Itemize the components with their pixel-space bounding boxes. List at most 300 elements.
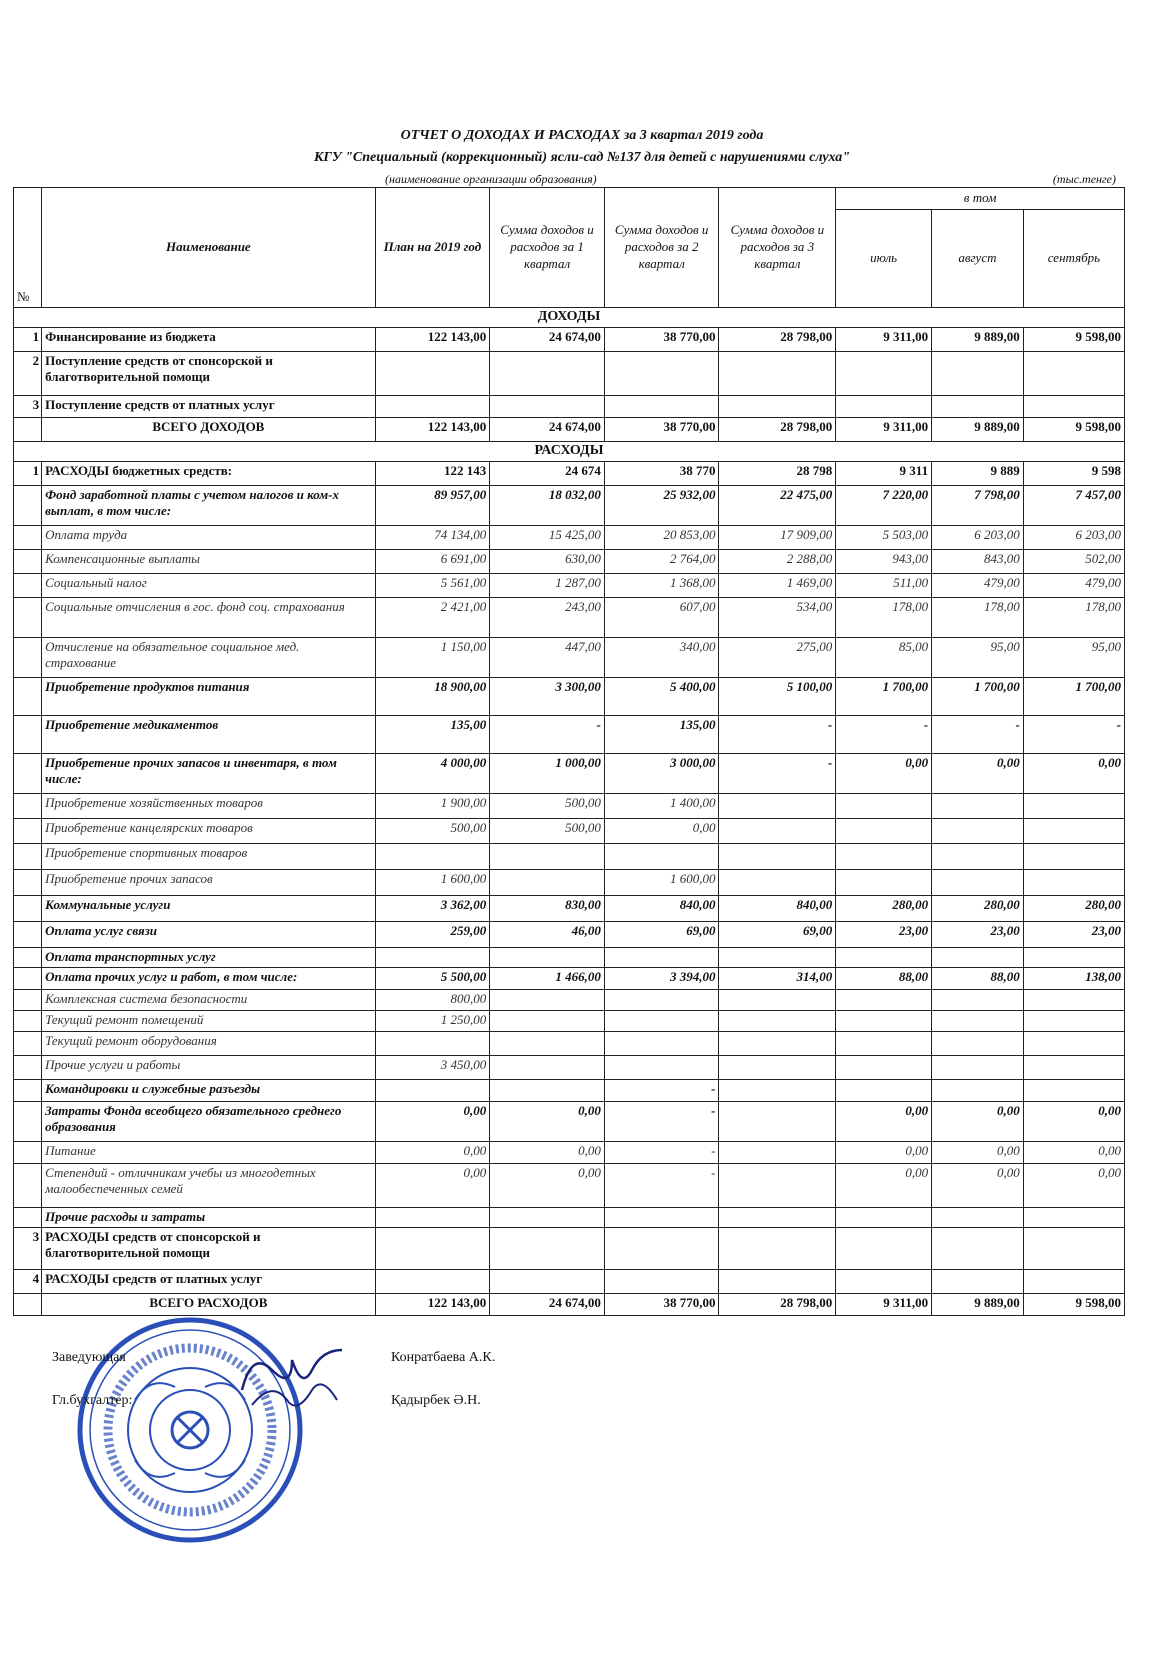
row-number [14,550,42,574]
row-value [1023,1056,1124,1080]
row-value [932,1056,1024,1080]
row-value [836,1208,932,1228]
row-value: 259,00 [375,922,490,948]
row-name: Компенсационные выплаты [42,550,375,574]
row-value [719,1011,836,1032]
row-value [719,1102,836,1142]
row-value [604,352,719,396]
row-value: 3 300,00 [490,678,605,716]
row-value [932,794,1024,819]
table-row [14,819,1125,844]
row-number [14,486,42,526]
head-name: Конратбаева А.К. [391,1350,496,1365]
row-value: 502,00 [1023,550,1124,574]
row-value [932,844,1024,870]
row-value [375,1270,490,1294]
accountant-name: Қадырбек Ә.Н. [391,1393,481,1408]
row-value [719,794,836,819]
row-number [14,526,42,550]
row-value: 800,00 [375,990,490,1011]
row-number [14,1142,42,1164]
row-value: 85,00 [836,638,932,678]
row-value [490,1208,605,1228]
row-value [836,1032,932,1056]
row-name: Оплата транспортных услуг [42,948,375,968]
total-label: ВСЕГО ДОХОДОВ [42,418,375,442]
total-value: 9 889,00 [932,418,1024,442]
row-value: 5 503,00 [836,526,932,550]
row-value: 1 600,00 [604,870,719,896]
row-value [1023,1270,1124,1294]
row-value: - [932,716,1024,754]
row-value [719,844,836,870]
row-value [719,1228,836,1270]
row-value: 9 889,00 [932,328,1024,352]
row-name: Командировки и служебные разъезды [42,1080,375,1102]
row-value: 95,00 [1023,638,1124,678]
row-number: 3 [14,1228,42,1270]
row-value [375,844,490,870]
row-value: 5 561,00 [375,574,490,598]
row-value: 89 957,00 [375,486,490,526]
row-value: 0,00 [836,1142,932,1164]
row-value [836,819,932,844]
row-value: 28 798 [719,462,836,486]
row-value: 1 400,00 [604,794,719,819]
row-value [932,819,1024,844]
row-value [375,352,490,396]
row-name: Социальные отчисления в гос. фонд соц. страхования [42,598,375,638]
table-row [14,948,1125,968]
row-value: 69,00 [604,922,719,948]
table-row [14,1056,1125,1080]
row-value: 3 000,00 [604,754,719,794]
total-value: 9 598,00 [1023,1294,1124,1316]
report-title: ОТЧЕТ О ДОХОДАХ И РАСХОДАХ за 3 квартал 2019 года [400,128,764,143]
row-value: 1 900,00 [375,794,490,819]
row-number [14,819,42,844]
row-value: 9 598,00 [1023,328,1124,352]
row-name: Социальный налог [42,574,375,598]
row-value [490,870,605,896]
row-value: 18 900,00 [375,678,490,716]
total-row [14,418,1125,442]
total-value: 38 770,00 [604,1294,719,1316]
row-value: 0,00 [490,1102,605,1142]
row-number [14,754,42,794]
row-value [836,948,932,968]
row-name: Затраты Фонда всеобщего обязательного среднего образования [42,1102,375,1142]
row-value: 138,00 [1023,968,1124,990]
row-value: 447,00 [490,638,605,678]
row-value: 28 798,00 [719,328,836,352]
table-row [14,526,1125,550]
table-row [14,598,1125,638]
row-number [14,598,42,638]
row-value: 0,00 [932,1164,1024,1208]
table-row [14,870,1125,896]
row-value: 18 032,00 [490,486,605,526]
table-row [14,968,1125,990]
total-value: 24 674,00 [490,418,605,442]
table-row [14,1270,1125,1294]
row-value [1023,1208,1124,1228]
organization-name: КГУ "Специальный (коррекционный) ясли-сад №137 для детей с нарушениями слуха" [313,150,851,165]
row-value [1023,870,1124,896]
row-value: 178,00 [1023,598,1124,638]
total-value: 9 311,00 [836,1294,932,1316]
row-number [14,1011,42,1032]
row-value [719,396,836,418]
row-value: 630,00 [490,550,605,574]
row-value: 74 134,00 [375,526,490,550]
row-value [719,870,836,896]
report-table [13,187,1125,1316]
table-row [14,462,1125,486]
header-july: июль [836,210,932,308]
row-name: РАСХОДЫ средств от платных услуг [42,1270,375,1294]
table-row [14,1080,1125,1102]
section-row [14,442,1125,462]
row-number [14,948,42,968]
row-value: 25 932,00 [604,486,719,526]
row-value [719,990,836,1011]
row-value: 0,00 [490,1164,605,1208]
row-name: Финансирование из бюджета [42,328,375,352]
row-number: 4 [14,1270,42,1294]
row-name: Оплата прочих услуг и работ, в том числе: [42,968,375,990]
row-name: Комплексная система безопасности [42,990,375,1011]
row-value [490,1056,605,1080]
row-value [604,1011,719,1032]
row-value [375,948,490,968]
row-value: 1 150,00 [375,638,490,678]
row-value: 22 475,00 [719,486,836,526]
row-value: 0,00 [604,819,719,844]
table-row [14,1032,1125,1056]
row-value: 3 450,00 [375,1056,490,1080]
row-value: 20 853,00 [604,526,719,550]
row-value: 6 691,00 [375,550,490,574]
row-value [932,1228,1024,1270]
row-value: 0,00 [932,1142,1024,1164]
row-value: 500,00 [490,819,605,844]
row-value: 1 466,00 [490,968,605,990]
row-value: 280,00 [932,896,1024,922]
row-value: 314,00 [719,968,836,990]
row-name: Питание [42,1142,375,1164]
row-value: 4 000,00 [375,754,490,794]
row-number [14,716,42,754]
row-name: Поступление средств от платных услуг [42,396,375,418]
row-value [719,1032,836,1056]
total-value: 9 889,00 [932,1294,1024,1316]
table-row [14,1142,1125,1164]
row-value: 2 764,00 [604,550,719,574]
row-value: 1 600,00 [375,870,490,896]
row-value [932,1011,1024,1032]
row-value: - [604,1142,719,1164]
row-value [490,1270,605,1294]
table-row [14,396,1125,418]
row-number [14,896,42,922]
row-value: 6 203,00 [1023,526,1124,550]
row-value: 280,00 [1023,896,1124,922]
row-name: Отчисление на обязательное социальное мед. страхование [42,638,375,678]
row-value: - [1023,716,1124,754]
row-value: - [836,716,932,754]
row-value [836,1080,932,1102]
row-value [604,1032,719,1056]
row-value: - [604,1080,719,1102]
row-value: 17 909,00 [719,526,836,550]
row-value: 500,00 [490,794,605,819]
row-value: 38 770 [604,462,719,486]
row-name: Оплата труда [42,526,375,550]
row-value: 1 700,00 [932,678,1024,716]
table-row [14,1102,1125,1142]
row-value: 135,00 [375,716,490,754]
row-name: Приобретение медикаментов [42,716,375,754]
row-value: 5 100,00 [719,678,836,716]
row-value: - [604,1102,719,1142]
table-row [14,1208,1125,1228]
table-row [14,352,1125,396]
row-value: 9 311 [836,462,932,486]
row-value: 1 000,00 [490,754,605,794]
row-value [932,870,1024,896]
row-value [1023,1228,1124,1270]
row-value [719,1270,836,1294]
row-value [836,990,932,1011]
row-value [375,396,490,418]
row-value [1023,1032,1124,1056]
header-august: август [932,210,1024,308]
row-name: Текущий ремонт помещений [42,1011,375,1032]
row-value: 23,00 [836,922,932,948]
row-number [14,418,42,442]
section-title: РАСХОДЫ [14,442,1125,462]
header-name: Наименование [42,188,375,308]
row-value: - [604,1164,719,1208]
row-value: 2 288,00 [719,550,836,574]
row-value: 5 500,00 [375,968,490,990]
row-value: 135,00 [604,716,719,754]
total-value: 122 143,00 [375,1294,490,1316]
row-number [14,968,42,990]
table-row [14,922,1125,948]
row-value [375,1228,490,1270]
row-value [490,1228,605,1270]
table-row [14,328,1125,352]
row-value [604,1208,719,1228]
table-row [14,844,1125,870]
row-value: 9 598 [1023,462,1124,486]
row-number: 2 [14,352,42,396]
row-value: 1 250,00 [375,1011,490,1032]
row-number [14,1208,42,1228]
row-value: 511,00 [836,574,932,598]
row-value: 500,00 [375,819,490,844]
table-row [14,550,1125,574]
row-value [836,1270,932,1294]
table-row [14,716,1125,754]
row-value: 6 203,00 [932,526,1024,550]
total-value: 9 598,00 [1023,418,1124,442]
row-value: 0,00 [836,754,932,794]
total-value: 122 143,00 [375,418,490,442]
row-number: 1 [14,462,42,486]
row-value: 7 798,00 [932,486,1024,526]
row-value [375,1080,490,1102]
row-value [1023,948,1124,968]
row-name: Оплата услуг связи [42,922,375,948]
total-value: 28 798,00 [719,1294,836,1316]
row-value: 1 287,00 [490,574,605,598]
row-value [719,1142,836,1164]
row-value: 0,00 [836,1164,932,1208]
total-value: 24 674,00 [490,1294,605,1316]
row-value: 88,00 [932,968,1024,990]
row-value: 1 700,00 [836,678,932,716]
row-value: 830,00 [490,896,605,922]
row-value: 0,00 [375,1142,490,1164]
header-q3: Сумма доходов и расходов за 3 квартал [719,188,836,308]
row-value [836,1228,932,1270]
row-value [604,1056,719,1080]
row-value [490,1080,605,1102]
row-value [1023,396,1124,418]
row-value: 534,00 [719,598,836,638]
row-value [604,1228,719,1270]
table-row [14,1011,1125,1032]
row-value [836,844,932,870]
row-value [490,1032,605,1056]
head-role: Заведующая [52,1350,126,1365]
row-name: Поступление средств от спонсорской и благотворительной помощи [42,352,375,396]
row-value: 275,00 [719,638,836,678]
row-name: Степендий - отличникам учебы из многодетных малообеспеченных семей [42,1164,375,1208]
header-v-tom: в том [836,188,1125,210]
row-name: РАСХОДЫ средств от спонсорской и благотворительной помощи [42,1228,375,1270]
row-number [14,990,42,1011]
report-body [14,308,1125,1316]
row-value [836,794,932,819]
row-value [836,396,932,418]
row-value: 0,00 [1023,1102,1124,1142]
row-value: 69,00 [719,922,836,948]
row-value: 0,00 [836,1102,932,1142]
row-value: - [719,716,836,754]
row-value: 1 700,00 [1023,678,1124,716]
row-number [14,1164,42,1208]
table-row [14,794,1125,819]
row-value: 243,00 [490,598,605,638]
row-value [932,352,1024,396]
row-name: Коммунальные услуги [42,896,375,922]
row-value [836,352,932,396]
row-value [836,1011,932,1032]
total-value: 38 770,00 [604,418,719,442]
row-number [14,1080,42,1102]
row-value: 122 143 [375,462,490,486]
row-value [375,1032,490,1056]
section-title: ДОХОДЫ [14,308,1125,328]
row-name: Прочие расходы и затраты [42,1208,375,1228]
row-value: 280,00 [836,896,932,922]
organization-caption: (наименование организации образования) [385,172,597,186]
row-number [14,574,42,598]
row-value: 7 220,00 [836,486,932,526]
row-value [719,1208,836,1228]
row-value [932,1208,1024,1228]
row-value: 1 469,00 [719,574,836,598]
row-value: 24 674 [490,462,605,486]
row-value [719,1080,836,1102]
row-value: 88,00 [836,968,932,990]
table-row [14,678,1125,716]
row-value [604,1270,719,1294]
row-value: 0,00 [1023,1142,1124,1164]
row-number [14,870,42,896]
row-value: 46,00 [490,922,605,948]
unit-label: (тыс.тенге) [1052,172,1116,186]
row-value: 0,00 [932,1102,1024,1142]
row-name: Прочие услуги и работы [42,1056,375,1080]
row-value: 943,00 [836,550,932,574]
header-q2: Сумма доходов и расходов за 2 квартал [604,188,719,308]
row-value [1023,819,1124,844]
row-value [375,1208,490,1228]
row-value: 95,00 [932,638,1024,678]
section-row [14,308,1125,328]
row-name: Приобретение прочих запасов [42,870,375,896]
table-row [14,638,1125,678]
row-value: 9 889 [932,462,1024,486]
row-value: 178,00 [932,598,1024,638]
header-no: № [14,188,42,308]
row-value: 1 368,00 [604,574,719,598]
row-value [932,1080,1024,1102]
row-number [14,922,42,948]
row-value [719,1164,836,1208]
total-value: 28 798,00 [719,418,836,442]
row-value: 9 311,00 [836,328,932,352]
row-value: 178,00 [836,598,932,638]
row-number [14,1056,42,1080]
row-value [1023,990,1124,1011]
table-row [14,574,1125,598]
header-q1: Сумма доходов и расходов за 1 квартал [490,188,605,308]
row-value [490,948,605,968]
row-value: 23,00 [1023,922,1124,948]
row-value: - [490,716,605,754]
header-september: сентябрь [1023,210,1124,308]
table-row [14,990,1125,1011]
row-value [1023,352,1124,396]
row-value: 0,00 [1023,754,1124,794]
row-name: Текущий ремонт оборудования [42,1032,375,1056]
table-row [14,1164,1125,1208]
row-value [932,1270,1024,1294]
row-name: РАСХОДЫ бюджетных средств: [42,462,375,486]
accountant-role: Гл.бухгалтер: [52,1393,133,1408]
row-value: 340,00 [604,638,719,678]
row-value [719,819,836,844]
row-value [932,1032,1024,1056]
row-value: 479,00 [932,574,1024,598]
row-value: 38 770,00 [604,328,719,352]
